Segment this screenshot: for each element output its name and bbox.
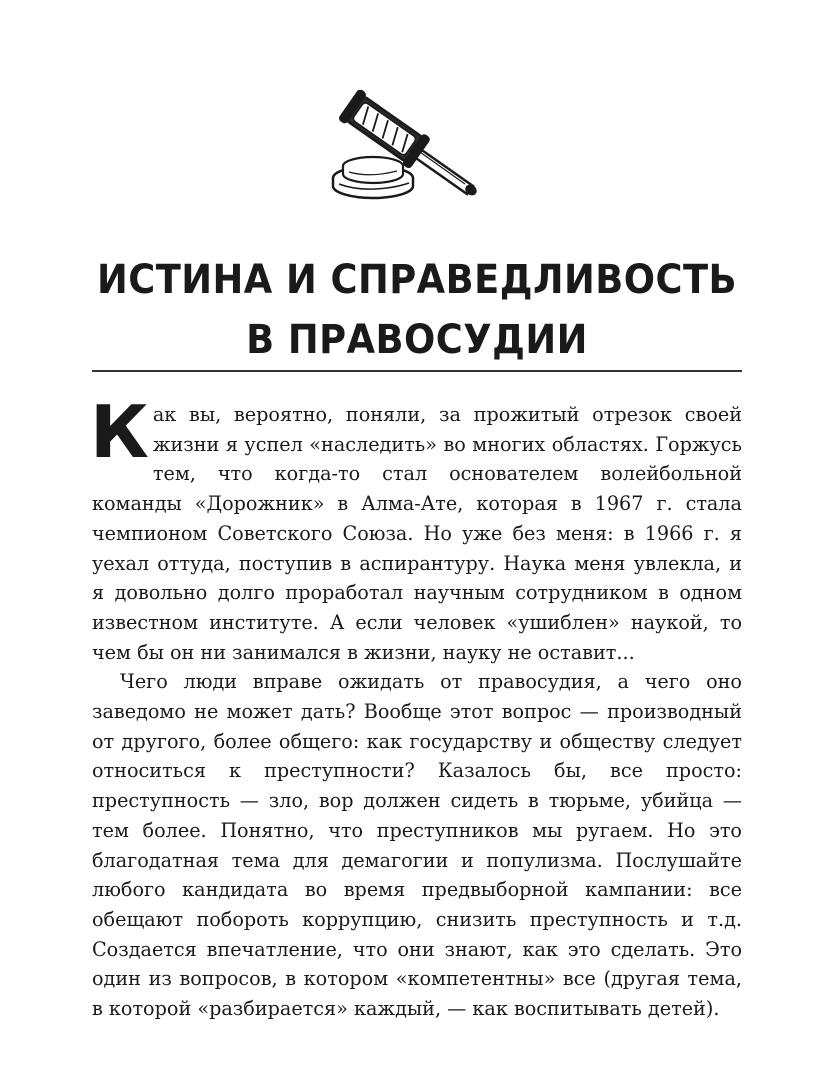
gavel-icon bbox=[325, 90, 485, 200]
chapter-body bbox=[90, 390, 742, 1024]
drop-cap: К bbox=[90, 390, 149, 474]
paragraph-1 bbox=[90, 390, 742, 667]
title-divider bbox=[92, 370, 742, 372]
chapter-title-line-1: ИСТИНА И СПРАВЕДЛИВОСТЬ bbox=[96, 257, 738, 303]
paragraph-1-text: ак вы, вероятно, поняли, за прожитый отрезок своей жизни я успел «наследить» во многих областях. Горжусь тем, что когда-то стал основателем волейбольной команды «Дорожник» в Алма-Ате, которая в 1967 г. стала чемпионом Советского Союза. Но уже без меня: в 1966 г. я уехал оттуда, поступив в аспирантуру. Наука меня увлекла, и я довольно долго проработал научным сотрудником в одном известном институте. А если человек «ушиблен» наукой, то чем бы он ни занимался в жизни, науку не оставит... bbox=[92, 403, 742, 664]
gavel-illustration bbox=[325, 90, 485, 200]
paragraph-2: Чего люди вправе ожидать от правосудия, а чего оно заведомо не может дать? Вообще этот вопрос — производный от другого, более общего: как государству и обществу следует относиться к преступности? Казалось бы, все просто: преступность — зло, вор должен сидеть в тюрьме, убийца — тем более. Понятно, что преступников мы ругаем. Но это благодатная тема для демагогии и популизма. Послушайте любого кандидата во время предвыборной кампании: все обещают побороть коррупцию, снизить преступность и т.д. Создается впечатление, что они знают, как это сделать. Это один из вопросов, в котором «компетентны» все (другая тема, в которой «разбирается» каждый, — как воспитывать детей). bbox=[92, 670, 742, 1021]
chapter-title bbox=[33, 250, 800, 370]
chapter-title-line-2: В ПРАВОСУДИИ bbox=[246, 317, 588, 363]
